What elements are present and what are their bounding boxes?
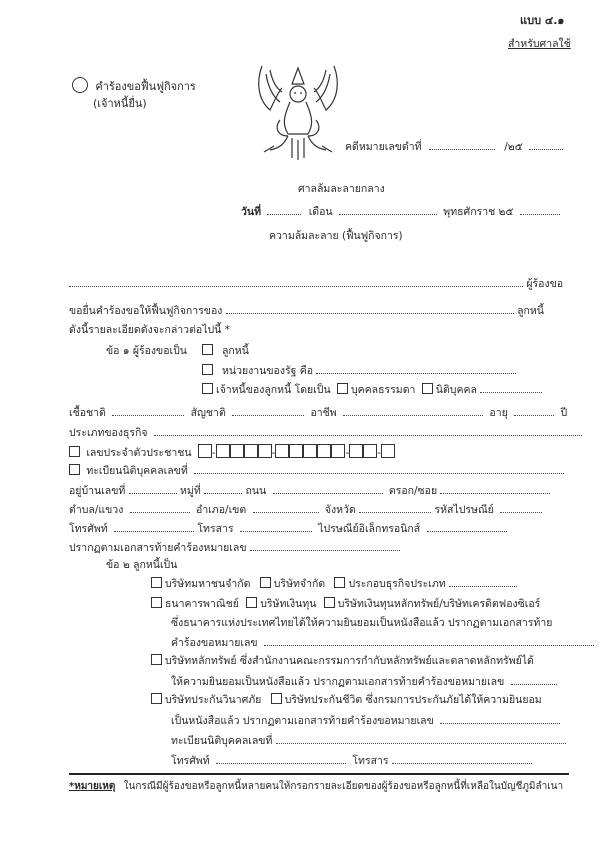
- id-separator: -: [345, 447, 350, 459]
- id-digit-box[interactable]: [303, 444, 317, 458]
- district-label: อำเภอ/เขต: [196, 504, 247, 516]
- contact-row: [69, 521, 507, 536]
- date-row: [241, 204, 560, 219]
- court-name: ศาลล้มละลายกลาง: [298, 183, 385, 195]
- id-digit-box[interactable]: [381, 444, 395, 458]
- securities-request-input[interactable]: [511, 674, 557, 685]
- checkbox-icon[interactable]: [151, 654, 162, 665]
- securities-company-label: บริษัทหลักทรัพย์ ซึ่งสำนักงานคณะกรรมการกำกับหลักทรัพย์และตลาดหลักทรัพย์ได้: [165, 655, 534, 667]
- limited-company-label: บริษัทจำกัด: [273, 578, 326, 590]
- clause2-fax-label: โทรสาร: [352, 755, 389, 767]
- commercial-bank-label: ธนาคารพาณิชย์: [165, 598, 239, 610]
- address-row-1: [69, 483, 550, 498]
- intro-prefix: ขอยื่นคำร้องขอให้ฟื้นฟูกิจการของ: [69, 305, 223, 317]
- business-type-label: ประเภทของธุรกิจ: [69, 427, 148, 439]
- checkbox-icon[interactable]: [337, 383, 348, 394]
- age-unit: ปี: [560, 407, 568, 419]
- registration-input[interactable]: [194, 463, 564, 474]
- natural-person-label: บุคคลธรรมดา: [350, 384, 416, 396]
- black-case-number-input[interactable]: [429, 139, 495, 150]
- province-input[interactable]: [359, 502, 431, 513]
- garuda-emblem-icon: [252, 62, 344, 162]
- id-separator: -: [271, 447, 276, 459]
- clause2-row-3-cont: [171, 674, 557, 689]
- clause2-fax-input[interactable]: [392, 753, 532, 764]
- life-insurance-label: บริษัทประกันชีวิต ซึ่งกรมการประกันภัยได้ให้ความยินยอม: [284, 694, 542, 706]
- clause1-label: ข้อ ๑ ผู้ร้องขอเป็น: [106, 345, 187, 357]
- juristic-person-input[interactable]: [480, 382, 542, 393]
- id-digit-box[interactable]: [258, 444, 272, 458]
- state-agency-input[interactable]: [316, 363, 516, 374]
- id-digit-box[interactable]: [289, 444, 303, 458]
- public-company-label: บริษัทมหาชนจำกัด: [165, 578, 251, 590]
- house-no-label: อยู่บ้านเลขที่: [69, 485, 126, 497]
- insurance-consent-label: เป็นหนังสือแล้ว ปรากฏตามเอกสารท้ายคำร้องขอหมายเลข: [171, 715, 434, 727]
- clause2-row-3: [151, 654, 534, 668]
- id-digit-box[interactable]: [363, 444, 377, 458]
- option-label: เจ้าหนี้ของลูกหนี้ โดยเป็น: [216, 384, 331, 396]
- fax-input[interactable]: [240, 521, 312, 532]
- black-case-label: คดีหมายเลขดำที่: [345, 141, 422, 153]
- clause2-row-4-cont: [171, 713, 560, 728]
- id-digit-box[interactable]: [317, 444, 331, 458]
- debtor-name-input[interactable]: [226, 303, 514, 314]
- year-label: พุทธศักราช ๒๕: [443, 206, 514, 218]
- clause1-option-state-agency[interactable]: [202, 363, 516, 378]
- occupation-input[interactable]: [343, 405, 483, 416]
- clause2-row-2-cont-1: ซึ่งธนาคารแห่งประเทศไทยได้ให้ความยินยอมเป็นหนังสือแล้ว ปรากฏตามเอกสารท้าย: [171, 617, 553, 629]
- business-type-input[interactable]: [154, 425, 582, 436]
- race-input[interactable]: [112, 405, 184, 416]
- age-input[interactable]: [514, 405, 554, 416]
- race-label: เชื้อชาติ: [69, 407, 106, 419]
- attachment-label: ปรากฏตามเอกสารท้ายคำร้องหมายเลข: [69, 542, 247, 554]
- request-number-label: คำร้องขอหมายเลข: [171, 637, 258, 649]
- clause2-phone-input[interactable]: [216, 753, 346, 764]
- id-card-label: เลขประจำตัวประชาชน: [86, 447, 192, 459]
- postcode-label: รหัสไปรษณีย์: [434, 504, 494, 516]
- house-no-input[interactable]: [129, 483, 177, 494]
- checkbox-icon[interactable]: [260, 577, 271, 588]
- petitioner-suffix: ผู้ร้องขอ: [526, 278, 564, 290]
- id-digit-box[interactable]: [230, 444, 244, 458]
- checkbox-icon[interactable]: [271, 693, 282, 704]
- id-card-digit-boxes[interactable]: [198, 447, 395, 459]
- subdistrict-input[interactable]: [130, 502, 190, 513]
- id-digit-box[interactable]: [349, 444, 363, 458]
- clause2-row-1: [151, 576, 517, 591]
- email-input[interactable]: [427, 521, 507, 532]
- soi-label: ตรอก/ซอย: [388, 485, 438, 497]
- date-label: วันที่: [241, 206, 261, 218]
- registration-row[interactable]: [69, 463, 564, 478]
- footnote-divider: [69, 773, 569, 775]
- court-use-label: สำหรับศาลใช้: [508, 38, 571, 50]
- id-separator: -: [211, 447, 216, 459]
- email-label: ไปรษณีย์อิเล็กทรอนิกส์: [318, 523, 421, 535]
- checkbox-icon[interactable]: [334, 577, 345, 588]
- checkbox-icon[interactable]: [151, 597, 162, 608]
- insurance-request-input[interactable]: [440, 713, 560, 724]
- checkbox-icon[interactable]: [151, 577, 162, 588]
- juristic-person-label: นิติบุคคล: [435, 384, 477, 396]
- petition-subtype-label: (เจ้าหนี้ยื่น): [93, 97, 147, 110]
- black-case-year-prefix: /๒๕: [504, 141, 523, 153]
- clause2-registration-label: ทะเบียนนิติบุคคลเลขที่: [171, 735, 273, 747]
- clause2-label: ข้อ ๒ ลูกหนี้เป็น: [106, 559, 178, 571]
- fax-label: โทรสาร: [197, 523, 234, 535]
- clause2-row-2: [151, 597, 540, 611]
- case-type: ความล้มละลาย (ฟื้นฟูกิจการ): [269, 230, 403, 242]
- occupation-label: อาชีพ: [310, 407, 337, 419]
- district-input[interactable]: [253, 502, 319, 513]
- person-info-row: [69, 405, 567, 420]
- province-label: จังหวัด: [324, 504, 356, 516]
- petitioner-name-input[interactable]: [69, 276, 523, 287]
- clause2-phone-label: โทรศัพท์: [171, 755, 210, 767]
- intro-suffix: ลูกหนี้: [517, 305, 544, 317]
- age-label: อายุ: [489, 407, 508, 419]
- id-digit-box[interactable]: [216, 444, 230, 458]
- footnote-text: ในกรณีมีผู้ร้องขอหรือลูกหนี้หลายคนให้กรอกรายละเอียดของผู้ร้องขอหรือลูกหนี้ที่เหลือในบัญชีภูมิลำเนา: [123, 781, 564, 792]
- intro-line-1: [69, 303, 544, 318]
- checkbox-icon[interactable]: [69, 464, 80, 475]
- registration-label: ทะเบียนนิติบุคคลเลขที่: [86, 465, 188, 477]
- clause2-row-2-cont-2: [171, 635, 594, 650]
- non-life-insurance-label: บริษัทประกันวินาศภัย: [165, 694, 262, 706]
- road-label: ถนน: [245, 485, 267, 497]
- checkbox-icon[interactable]: [422, 383, 433, 394]
- checkbox-icon[interactable]: [246, 597, 257, 608]
- footnote-marker: *หมายเหตุ: [69, 781, 116, 792]
- petitioner-row: [69, 276, 563, 291]
- year-input[interactable]: [520, 204, 560, 215]
- business-type-label: ประกอบธุรกิจประเภท: [348, 578, 446, 590]
- phone-label: โทรศัพท์: [69, 523, 108, 535]
- clause2-contact-row: [171, 753, 532, 768]
- checkbox-icon[interactable]: [202, 383, 213, 394]
- black-case-year-input[interactable]: [529, 139, 563, 150]
- option-label: หน่วยงานของรัฐ คือ: [222, 365, 314, 377]
- credit-foncier-label: บริษัทเงินทุนหลักทรัพย์/บริษัทเครดิตฟองซิเอร์: [337, 598, 541, 610]
- business-type-row: [69, 425, 582, 440]
- moo-input[interactable]: [204, 483, 242, 494]
- month-label: เดือน: [308, 206, 333, 218]
- phone-input[interactable]: [114, 521, 194, 532]
- finance-company-label: บริษัทเงินทุน: [260, 598, 317, 610]
- address-row-2: [69, 502, 542, 517]
- footnote: [69, 780, 563, 794]
- nationality-label: สัญชาติ: [190, 407, 226, 419]
- subdistrict-label: ตำบล/แขวง: [69, 504, 124, 516]
- month-input[interactable]: [339, 204, 437, 215]
- clause2-registration-row: [171, 733, 566, 748]
- postcode-input[interactable]: [500, 502, 542, 513]
- nationality-input[interactable]: [232, 405, 304, 416]
- clause2-row-4: [151, 693, 542, 707]
- id-digit-box[interactable]: [198, 444, 212, 458]
- clause2-registration-input[interactable]: [276, 733, 566, 744]
- checkbox-icon[interactable]: [202, 344, 213, 355]
- intro-line-2: ดังนี้รายละเอียดดังจะกล่าวต่อไปนี้ *: [69, 324, 230, 336]
- request-number-input[interactable]: [264, 635, 594, 646]
- clause1-option-creditor[interactable]: [202, 382, 542, 397]
- id-digit-box[interactable]: [331, 444, 345, 458]
- moo-label: หมู่ที่: [180, 485, 201, 497]
- soi-input[interactable]: [440, 483, 550, 494]
- clause2-business-input[interactable]: [449, 576, 517, 587]
- option-label: ลูกหนี้: [222, 345, 249, 357]
- id-card-row[interactable]: [69, 444, 395, 460]
- checkbox-icon[interactable]: [202, 364, 213, 375]
- form-code: แบบ ๔.๑: [520, 14, 565, 27]
- day-input[interactable]: [267, 204, 301, 215]
- radio-icon[interactable]: [72, 77, 88, 93]
- checkbox-icon[interactable]: [69, 446, 80, 457]
- clause1-option-debtor[interactable]: [202, 344, 249, 358]
- securities-consent-label: ให้ความยินยอมเป็นหนังสือแล้ว ปรากฏตามเอกสารท้ายคำร้องขอหมายเลข: [171, 676, 505, 688]
- attachment-input[interactable]: [250, 540, 400, 551]
- petition-type-label: คำร้องขอฟื้นฟูกิจการ: [95, 80, 196, 93]
- road-input[interactable]: [273, 483, 383, 494]
- attachment-row: [69, 540, 400, 555]
- black-case-number-field[interactable]: [345, 139, 563, 154]
- checkbox-icon[interactable]: [151, 693, 162, 704]
- id-digit-box[interactable]: [275, 444, 289, 458]
- id-digit-box[interactable]: [244, 444, 258, 458]
- checkbox-icon[interactable]: [324, 597, 335, 608]
- id-separator: -: [377, 447, 382, 459]
- petition-type-option[interactable]: [72, 77, 196, 94]
